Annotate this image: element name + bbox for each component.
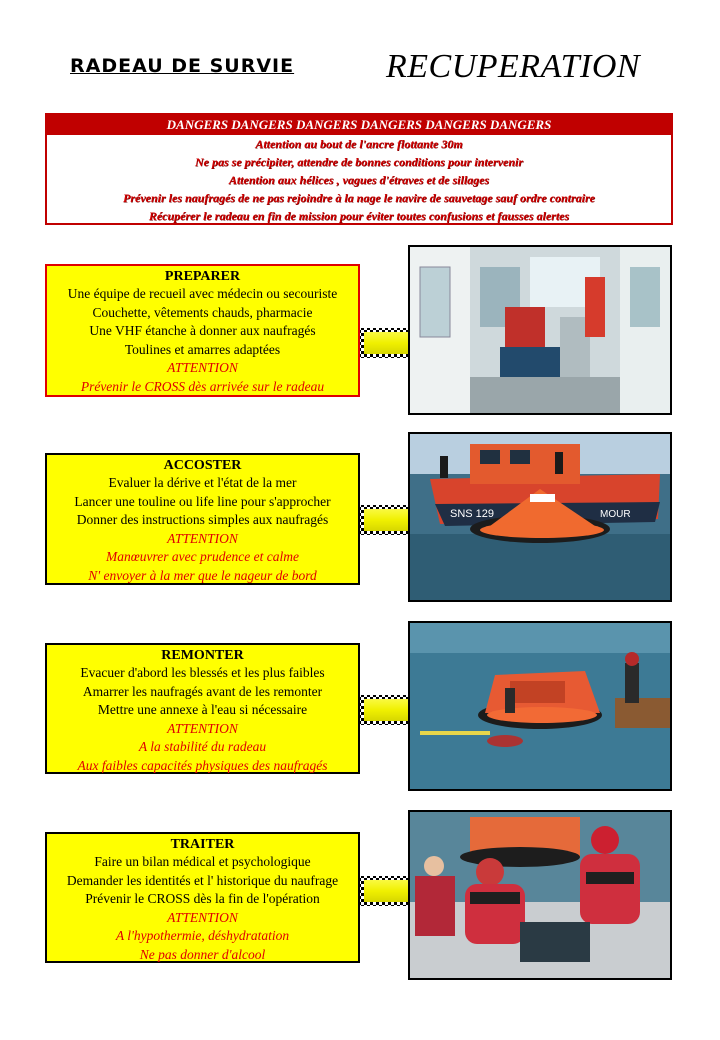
step-line: Une équipe de recueil avec médecin ou secouriste [67, 286, 338, 301]
dangers-heading: DANGERS DANGERS DANGERS DANGERS DANGERS DANGERS [47, 115, 671, 135]
danger-line: Attention au bout de l'ancre flottante 30m [255, 137, 463, 151]
step-title: REMONTER [161, 648, 244, 663]
photo-boat-cabin [408, 245, 672, 415]
attention-line: N' envoyer à la mer que le nageur de bord [88, 567, 317, 583]
step-line: Une VHF étanche à donner aux naufragés [89, 323, 316, 338]
step-remonter-box [45, 643, 360, 774]
step-title: TRAITER [170, 837, 235, 852]
boat-hull-label: SNS 129 [450, 508, 495, 520]
attention-line: A la stabilité du radeau [138, 739, 267, 754]
attention-line: Manœuvrer avec prudence et calme [106, 549, 299, 564]
step-accoster-box [45, 453, 360, 585]
photo-medical-treatment [408, 810, 672, 980]
step-title: PREPARER [164, 269, 241, 284]
step-traiter-box [45, 832, 360, 963]
step-preparer-box [45, 264, 360, 397]
attention-label: ATTENTION [167, 530, 238, 546]
attention-label: ATTENTION [167, 360, 238, 375]
attention-line: Aux faibles capacités physiques des naufragés [77, 757, 328, 773]
boat-hull-label-2: MOUR [600, 509, 631, 520]
step-line: Demander les identités et l' historique du naufrage [66, 872, 339, 888]
danger-line: Récupérer le radeau en fin de mission pour éviter toutes confusions et fausses alertes [148, 209, 570, 223]
attention-line: Prévenir le CROSS dès arrivée sur le radeau [80, 378, 325, 394]
step-line: Donner des instructions simples aux naufragés [76, 512, 329, 527]
danger-line: Ne pas se précipiter, attendre de bonnes conditions pour intervenir [194, 155, 523, 169]
step-title: ACCOSTER [163, 458, 242, 473]
attention-line: Ne pas donner d'alcool [139, 946, 266, 962]
step-line: Mettre une annexe à l'eau si nécessaire [97, 702, 308, 717]
step-line: Amarrer les naufragés avant de les remonter [82, 683, 323, 699]
step-line: Prévenir le CROSS dès la fin de l'opération [85, 891, 320, 906]
attention-label: ATTENTION [167, 720, 238, 736]
step-line: Evacuer d'abord les blessés et les plus faibles [80, 665, 325, 680]
step-line: Lancer une touline ou life line pour s'approcher [74, 493, 331, 509]
dangers-panel [45, 113, 673, 225]
danger-line: Prévenir les naufragés de ne pas rejoindre à la nage le navire de sauvetage sauf ordre contraire [123, 191, 595, 205]
left-title: RADEAU DE SURVIE [70, 55, 295, 77]
photo-raft-recovery [408, 621, 672, 791]
step-line: Faire un bilan médical et psychologique [94, 854, 311, 869]
danger-line: Attention aux hélices , vagues d'étraves et de sillages [228, 173, 490, 187]
attention-line: A l'hypothermie, déshydratation [115, 928, 290, 943]
photo-lifeboat-approach [408, 432, 672, 602]
step-line: Couchette, vêtements chauds, pharmacie [92, 304, 313, 320]
step-line: Toulines et amarres adaptées [124, 341, 281, 357]
attention-label: ATTENTION [167, 909, 238, 925]
step-line: Evaluer la dérive et l'état de la mer [108, 475, 297, 490]
page-title: RECUPERATION [386, 48, 641, 85]
